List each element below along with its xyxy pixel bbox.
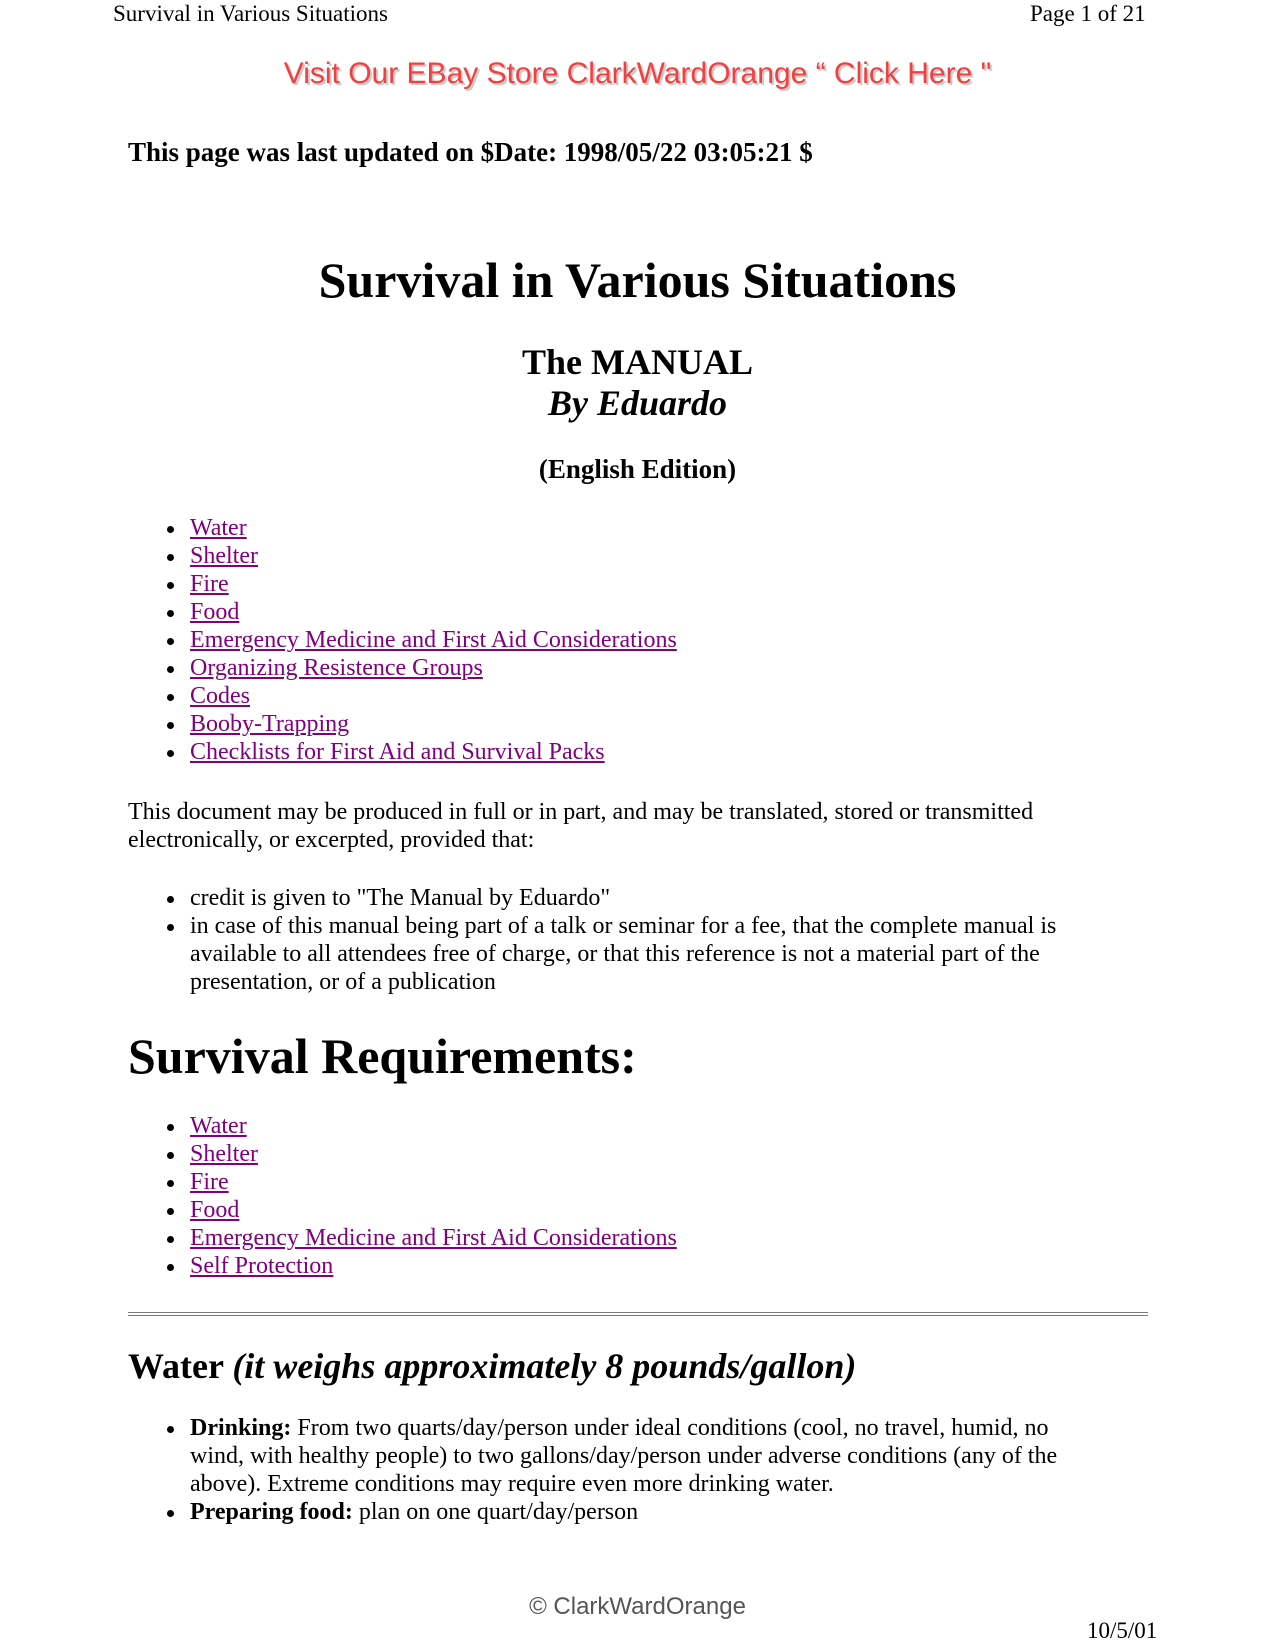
toc-item-fire [128,570,1128,598]
req-link-food[interactable]: Food [190,1197,240,1223]
toc-link-checklists[interactable]: Checklists for First Aid and Survival Packs [190,739,605,765]
water-requirements-list [128,1414,1108,1526]
req-item-self-protection [128,1252,1128,1280]
water-section-heading [128,1344,856,1388]
water-item-drinking [128,1414,1108,1498]
manual-subtitle: The MANUAL [522,342,753,382]
ebay-store-link[interactable]: Visit Our EBay Store ClarkWardOrange “ Click Here " [283,57,992,90]
toc-item-shelter [128,542,1128,570]
req-link-emergency-medicine[interactable]: Emergency Medicine and First Aid Considerations [190,1225,677,1251]
req-link-water[interactable]: Water [190,1113,247,1139]
header-page-indicator: Page 1 of 21 [1030,1,1146,26]
footer-print-date: 10/5/01 [1087,1618,1158,1643]
header-document-title: Survival in Various Situations [113,1,388,26]
req-item-water [128,1112,1128,1140]
toc-link-water[interactable]: Water [190,515,247,541]
requirements-list [128,1112,1128,1280]
toc-link-fire[interactable]: Fire [190,571,229,597]
toc-item-checklists [128,738,1128,766]
author-byline: By Eduardo [547,383,728,423]
req-item-food [128,1196,1128,1224]
toc-link-food[interactable]: Food [190,599,240,625]
toc-item-water [128,514,1128,542]
water-item-preparing-food-term: Preparing food: [190,1499,353,1525]
toc-link-booby-trapping[interactable]: Booby-Trapping [190,711,350,737]
req-item-fire [128,1168,1128,1196]
permission-condition-seminar: in case of this manual being part of a talk or seminar for a fee, that the complete manual is available to all attendees free of charge, or that this reference is not a material part of the presentation, or of a publication [128,912,1108,996]
table-of-contents [128,514,1128,766]
water-item-drinking-term: Drinking: [190,1415,292,1441]
toc-item-resistance-groups [128,654,1128,682]
water-heading-title: Water [128,1346,224,1386]
water-item-preparing-food [128,1498,1108,1526]
toc-link-emergency-medicine[interactable]: Emergency Medicine and First Aid Considerations [190,627,677,653]
last-updated-line: This page was last updated on $Date: 1998/05/22 03:05:21 $ [128,137,813,167]
toc-item-food [128,598,1128,626]
permission-intro: This document may be produced in full or in part, and may be translated, stored or transmitted electronically, or excerpted, provided that: [128,799,1034,853]
water-heading-note: (it weighs approximately 8 pounds/gallon) [232,1346,857,1386]
toc-item-emergency-medicine [128,626,1128,654]
req-link-fire[interactable]: Fire [190,1169,229,1195]
copyright-notice: © ClarkWardOrange [529,1593,746,1620]
req-link-self-protection[interactable]: Self Protection [190,1253,334,1279]
req-link-shelter[interactable]: Shelter [190,1141,258,1167]
page-title: Survival in Various Situations [318,252,957,308]
toc-item-booby-trapping [128,710,1128,738]
req-item-emergency-medicine [128,1224,1128,1252]
toc-link-resistance-groups[interactable]: Organizing Resistence Groups [190,655,483,681]
toc-link-shelter[interactable]: Shelter [190,543,258,569]
toc-item-codes [128,682,1128,710]
water-item-drinking-text: From two quarts/day/person under ideal conditions (cool, no travel, humid, no wind, with healthy people) to two gallons/day/person under adverse conditions (any of the above). Extreme conditions may require even more drinking water. [190,1415,1058,1497]
survival-requirements-heading: Survival Requirements: [128,1028,637,1084]
horizontal-rule [128,1312,1148,1316]
req-item-shelter [128,1140,1128,1168]
toc-link-codes[interactable]: Codes [190,683,250,709]
edition-label: (English Edition) [538,454,737,484]
water-item-preparing-food-text: plan on one quart/day/person [358,1499,639,1525]
permission-conditions [128,884,1108,996]
permission-condition-credit: credit is given to "The Manual by Eduardo" [128,884,1108,912]
